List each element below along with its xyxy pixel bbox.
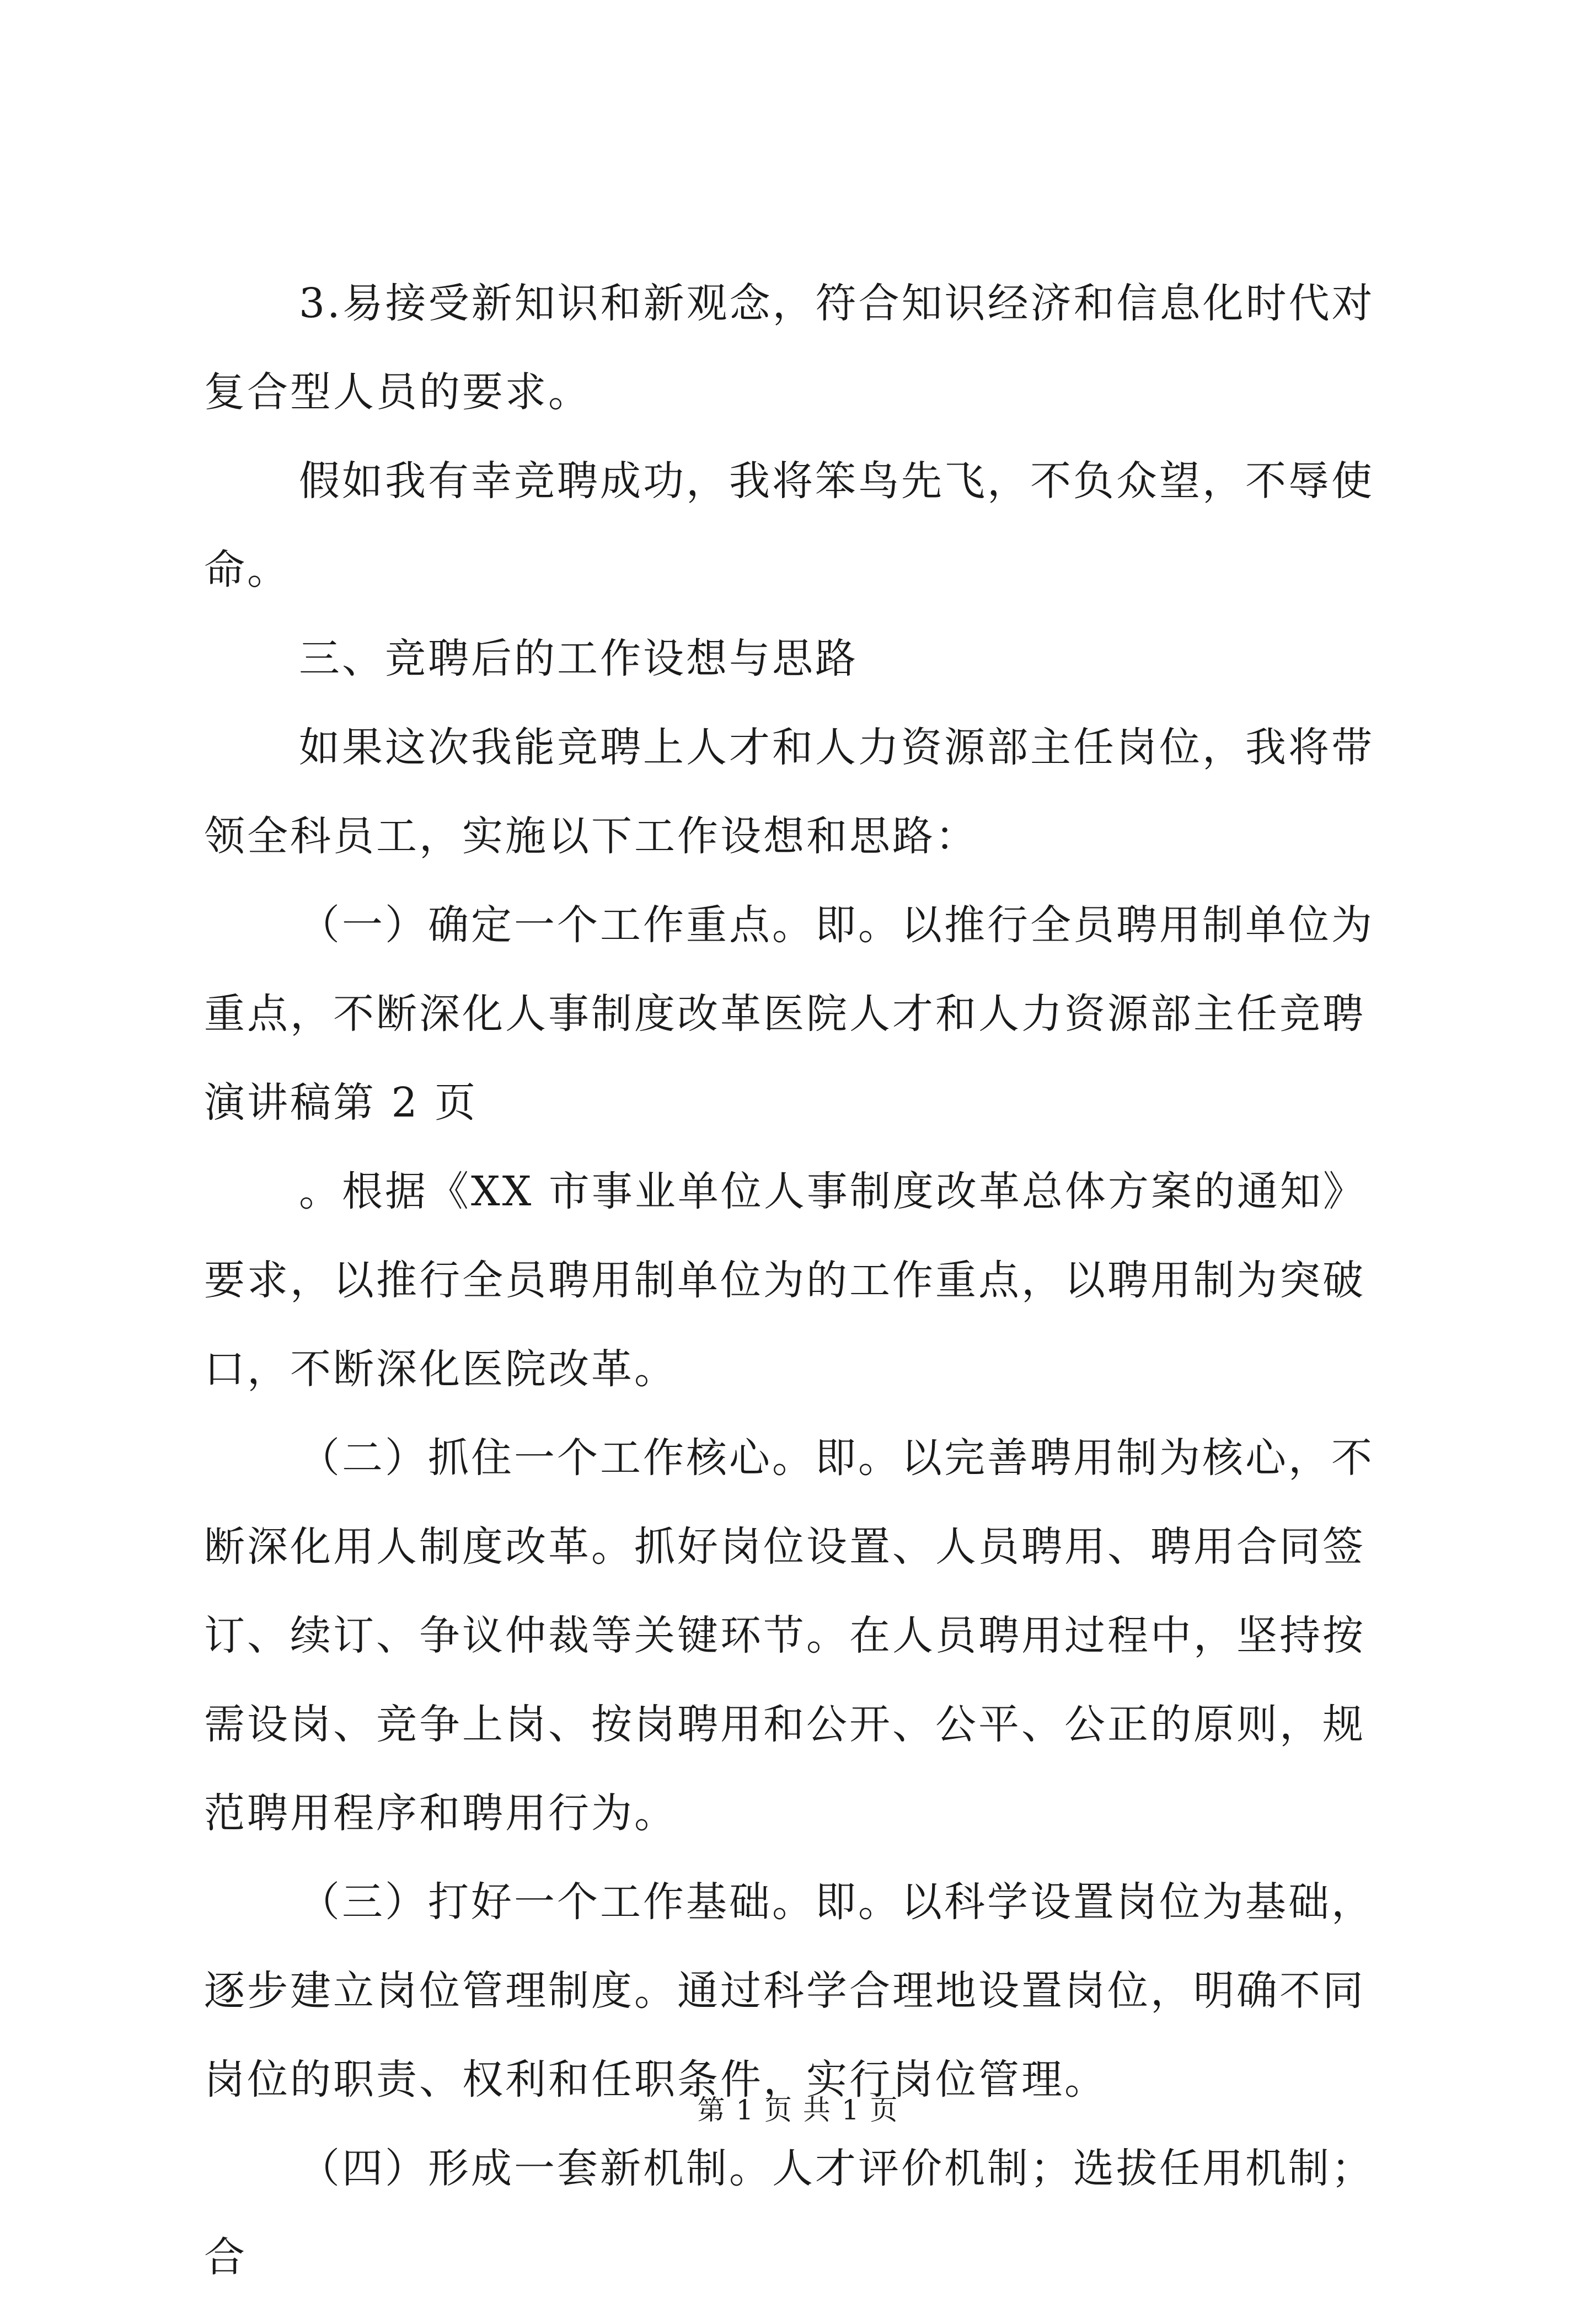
document-body — [204, 259, 1395, 2302]
page-footer: 第 1 页 共 1 页 — [697, 2094, 899, 2126]
paragraph-3: 如果这次我能竞聘上人才和人力资源部主任岗位，我将带领全科员工，实施以下工作设想和思路： — [204, 724, 1374, 860]
paragraph-8: （四）形成一套新机制。人才评价机制；选拔任用机制；合 — [204, 2145, 1374, 2281]
paragraph-7: （三）打好一个工作基础。即。以科学设置岗位为基础，逐步建立岗位管理制度。通过科学合理地设置岗位，明确不同岗位的职责、权利和任职条件，实行岗位管理。 — [204, 1878, 1374, 2103]
paragraph-1: 3.易接受新知识和新观念，符合知识经济和信息化时代对复合型人员的要求。 — [204, 280, 1375, 416]
section-heading: 三、竞聘后的工作设想与思路 — [299, 635, 858, 682]
paragraph-2: 假如我有幸竞聘成功，我将笨鸟先飞，不负众望，不辱使命。 — [204, 457, 1374, 594]
paragraph-5: 。根据《XX 市事业单位人事制度改革总体方案的通知》要求，以推行全员聘用制单位为的工作重点，以聘用制为突破口，不断深化医院改革。 — [204, 1168, 1366, 1393]
paragraph-4: （一）确定一个工作重点。即。以推行全员聘用制单位为重点，不断深化人事制度改革医院人才和人力资源部主任竞聘演讲稿第 2 页 — [204, 901, 1374, 1126]
paragraph-6: （二）抓住一个工作核心。即。以完善聘用制为核心，不断深化用人制度改革。抓好岗位设置、人员聘用、聘用合同签订、续订、争议仲裁等关键环节。在人员聘用过程中，坚持按需设岗、竞争上岗、按岗聘用和公开、公平、公正的原则，规范聘用程序和聘用行为。 — [204, 1434, 1374, 1837]
